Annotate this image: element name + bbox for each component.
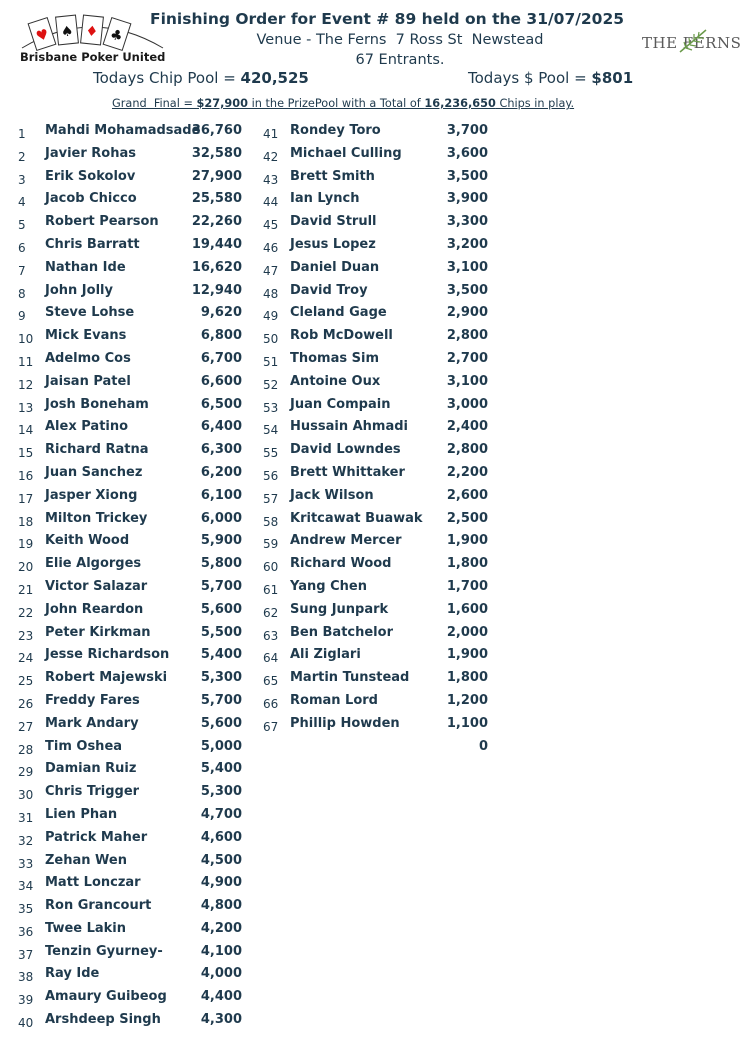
result-row [0,623,260,646]
player-name: John Jolly [45,282,113,298]
player-chips: 5,600 [200,601,242,617]
result-row [0,212,260,235]
player-name: Josh Boneham [45,396,149,412]
player-chips: 4,500 [200,852,242,868]
player-rank: 63 [263,628,279,643]
player-chips: 2,900 [446,305,488,321]
player-name: Daniel Duan [290,259,380,275]
player-rank: 34 [18,879,34,894]
svg-text:♥: ♥ [34,26,52,46]
player-name: David Troy [290,282,368,298]
player-name: John Reardon [45,601,144,617]
player-rank: 54 [263,423,279,438]
dollar-pool [468,69,633,87]
player-chips: 1,700 [446,578,488,594]
player-rank: 22 [18,605,34,620]
player-chips: 2,200 [446,464,488,480]
player-name: Jesus Lopez [290,236,376,252]
player-name: Robert Majewski [45,670,168,686]
player-chips: 6,400 [200,419,242,435]
player-name: Ben Batchelor [290,624,393,640]
player-chips: 2,700 [446,350,488,366]
result-row [260,486,500,509]
player-name: Twee Lakin [45,920,127,936]
result-row [0,964,260,987]
player-rank: 14 [18,423,34,438]
player-name: Robert Pearson [45,214,159,230]
player-name: Hussain Ahmadi [290,419,409,435]
player-rank: 60 [263,560,279,575]
result-row [260,212,500,235]
player-chips: 5,400 [200,761,242,777]
result-row [0,759,260,782]
result-row [260,600,500,623]
logo-text: Brisbane Poker United [20,50,166,64]
player-chips: 6,100 [200,487,242,503]
player-chips: 1,600 [446,601,488,617]
player-chips: 5,700 [200,692,242,708]
result-row [0,600,260,623]
player-name: Alex Patino [45,419,129,435]
result-row [260,372,500,395]
player-rank: 11 [18,354,34,369]
result-row [0,942,260,965]
result-row [260,281,500,304]
player-rank: 31 [18,810,34,825]
player-chips: 19,440 [191,236,242,252]
player-chips: 1,100 [446,715,488,731]
player-chips: 1,900 [446,647,488,663]
player-rank: 1 [18,127,26,141]
player-rank: 57 [263,491,279,506]
player-name: Jesse Richardson [45,647,170,663]
player-chips: 3,100 [446,373,488,389]
player-chips: 5,600 [200,715,242,731]
player-rank: 44 [263,195,279,210]
player-name: Thomas Sim [290,350,380,366]
result-row [0,987,260,1010]
player-chips: 5,700 [200,578,242,594]
player-name: Roman Lord [290,692,378,708]
brisbane-poker-united-logo [20,12,165,67]
player-chips: 5,300 [200,670,242,686]
dollar-pool-value: $801 [591,69,634,87]
result-row [0,691,260,714]
result-row [0,440,260,463]
player-rank: 29 [18,765,34,780]
player-chips: 3,500 [446,168,488,184]
player-name: Nathan Ide [45,259,126,275]
fern-leaf-icon [678,28,708,54]
player-rank: 10 [18,332,34,347]
player-chips: 3,300 [446,214,488,230]
player-rank: 17 [18,491,34,506]
result-row [260,554,500,577]
result-row [0,463,260,486]
player-name: Ron Grancourt [45,898,152,914]
the-ferns-logo [640,28,740,56]
player-chips: 6,800 [200,328,242,344]
player-rank: 6 [18,240,26,255]
result-row [0,805,260,828]
result-row [260,395,500,418]
player-name: David Lowndes [290,442,401,458]
result-row [260,189,500,212]
result-row [260,737,500,760]
player-chips: 6,300 [200,442,242,458]
result-row [260,167,500,190]
grand-final-chips: 16,236,650 [424,97,496,110]
player-name: Ray Ide [45,966,100,982]
player-chips: 1,800 [446,670,488,686]
player-chips: 4,200 [200,920,242,936]
player-rank: 51 [263,354,279,369]
player-chips: 5,500 [200,624,242,640]
player-rank: 33 [18,856,34,871]
result-row [260,440,500,463]
result-row [260,121,500,144]
result-row [0,281,260,304]
player-rank: 21 [18,582,34,597]
player-name: Jaisan Patel [45,373,131,389]
result-row [0,737,260,760]
player-name: Lien Phan [45,806,118,822]
player-name: Chris Trigger [45,784,140,800]
player-rank: 40 [18,1016,34,1031]
player-rank: 38 [18,970,34,985]
player-rank: 28 [18,742,34,757]
player-name: Arshdeep Singh [45,1012,161,1028]
player-name: Phillip Howden [290,715,400,731]
player-name: Rondey Toro [290,123,381,138]
player-name: Richard Ratna [45,442,149,458]
result-row [0,1010,260,1033]
player-name: Freddy Fares [45,692,140,708]
results-column-right [260,121,500,759]
player-name: Juan Sanchez [45,464,143,480]
grand-final-mid: in the PrizePool with a Total of [248,97,425,110]
result-row [260,645,500,668]
player-chips: 3,000 [446,396,488,412]
result-row [0,326,260,349]
player-rank: 23 [18,628,34,643]
player-rank: 16 [18,468,34,483]
player-rank: 30 [18,788,34,803]
player-name: Steve Lohse [45,305,135,321]
player-rank: 20 [18,560,34,575]
player-chips: 5,000 [200,738,242,754]
result-row [0,417,260,440]
grand-final-line [112,97,574,110]
player-rank: 37 [18,947,34,962]
player-name: Mark Andary [45,715,139,731]
result-row [0,235,260,258]
player-rank: 12 [18,377,34,392]
player-chips: 6,700 [200,350,242,366]
result-row [260,235,500,258]
player-chips: 3,100 [446,259,488,275]
result-row [0,258,260,281]
player-chips: 5,800 [200,556,242,572]
result-row [0,668,260,691]
player-name: Javier Rohas [45,145,136,161]
result-row [0,395,260,418]
player-name: Michael Culling [290,145,402,161]
grand-final-suffix: Chips in play. [495,97,575,110]
player-chips: 3,700 [446,123,488,138]
player-rank: 47 [263,263,279,278]
player-chips: 1,800 [446,556,488,572]
player-rank: 59 [263,537,279,552]
player-rank: 9 [18,309,26,324]
player-rank: 65 [263,674,279,689]
result-row [260,691,500,714]
player-name: Elie Algorges [45,556,142,572]
the-ferns-logo-text: THE FERNS [642,34,742,52]
player-name: Jasper Xiong [45,487,138,503]
svg-text:♦: ♦ [84,23,99,41]
result-row [0,486,260,509]
chip-pool-label: Todays Chip Pool = [93,69,241,87]
player-name: Amaury Guibeog [45,989,167,1005]
player-chips: 5,300 [200,784,242,800]
player-name: Keith Wood [45,533,130,549]
player-chips: 3,200 [446,236,488,252]
player-rank: 19 [18,537,34,552]
player-name: Ali Ziglari [290,647,361,663]
result-row [260,144,500,167]
player-chips: 2,800 [446,328,488,344]
player-chips: 0 [478,738,488,754]
result-row [0,896,260,919]
player-name: Jacob Chicco [45,191,137,207]
result-row [260,623,500,646]
result-row [260,577,500,600]
player-chips: 22,260 [191,214,242,230]
player-rank: 43 [263,172,279,187]
result-row [0,372,260,395]
player-rank: 58 [263,514,279,529]
player-rank: 18 [18,514,34,529]
result-row [0,144,260,167]
result-row [260,326,500,349]
player-chips: 25,580 [191,191,242,207]
result-row [0,851,260,874]
player-chips: 1,200 [446,692,488,708]
player-rank: 26 [18,696,34,711]
result-row [0,167,260,190]
player-name: Ian Lynch [290,191,360,207]
player-rank: 5 [18,218,26,233]
player-chips: 2,400 [446,419,488,435]
player-name: Kritcawat Buawak [290,510,423,526]
player-rank: 66 [263,696,279,711]
player-chips: 16,620 [191,259,242,275]
player-name: Erik Sokolov [45,168,136,184]
player-name: Cleland Gage [290,305,387,321]
player-name: Tenzin Gyurney- [45,943,163,959]
player-rank: 50 [263,332,279,347]
player-rank: 35 [18,902,34,917]
playing-cards-icon [20,12,165,52]
result-row [0,828,260,851]
player-rank: 62 [263,605,279,620]
player-name: Mick Evans [45,328,127,344]
player-rank: 52 [263,377,279,392]
result-row [0,577,260,600]
player-rank: 56 [263,468,279,483]
result-row [260,531,500,554]
player-rank: 39 [18,993,34,1008]
player-chips: 2,800 [446,442,488,458]
player-rank: 61 [263,582,279,597]
player-rank: 13 [18,400,34,415]
player-chips: 3,900 [446,191,488,207]
entrants-count: 67 Entrants. [355,52,445,68]
venue-line: Venue - The Ferns 7 Ross St Newstead [256,32,544,48]
result-row [260,349,500,372]
grand-final-prefix: Grand Final = [112,97,197,110]
player-rank: 8 [18,286,26,301]
player-rank: 48 [263,286,279,301]
result-row [260,417,500,440]
result-row [260,463,500,486]
player-rank: 49 [263,309,279,324]
player-name: Tim Oshea [45,738,123,754]
player-rank: 3 [18,172,26,187]
player-rank: 67 [263,719,279,734]
player-chips: 2,000 [446,624,488,640]
player-name: Richard Wood [290,556,392,572]
result-row [260,714,500,737]
player-chips: 32,580 [191,145,242,161]
grand-final-amount: $27,900 [196,97,248,110]
player-rank: 55 [263,446,279,461]
player-rank: 53 [263,400,279,415]
player-chips: 4,000 [200,966,242,982]
chip-pool [93,69,309,87]
player-name: Andrew Mercer [290,533,402,549]
player-chips: 6,500 [200,396,242,412]
player-chips: 3,600 [446,145,488,161]
player-name: Martin Tunstead [290,670,410,686]
player-name: Brett Smith [290,168,375,184]
result-row [260,303,500,326]
player-rank: 24 [18,651,34,666]
player-chips: 4,700 [200,806,242,822]
player-chips: 12,940 [191,282,242,298]
player-rank: 7 [18,263,26,278]
player-name: Milton Trickey [45,510,148,526]
result-row [0,531,260,554]
svg-text:♠: ♠ [60,23,75,41]
player-name: David Strull [290,214,377,230]
player-rank: 45 [263,218,279,233]
player-name: Sung Junpark [290,601,389,617]
player-chips: 36,760 [191,123,242,138]
player-chips: 4,300 [200,1012,242,1028]
player-name: Yang Chen [290,578,367,594]
result-row [0,121,260,144]
player-chips: 2,500 [446,510,488,526]
player-name: Zehan Wen [45,852,127,868]
player-chips: 9,620 [200,305,242,321]
result-row [0,554,260,577]
player-chips: 1,900 [446,533,488,549]
player-rank: 32 [18,833,34,848]
player-name: Antoine Oux [290,373,381,389]
player-chips: 6,600 [200,373,242,389]
player-rank: 27 [18,719,34,734]
result-row [0,349,260,372]
player-name: Adelmo Cos [45,350,131,366]
player-chips: 6,200 [200,464,242,480]
player-name: Mahdi Mohamadsade [45,123,201,138]
player-chips: 4,900 [200,875,242,891]
player-chips: 6,000 [200,510,242,526]
player-name: Brett Whittaker [290,464,405,480]
result-row [0,714,260,737]
player-chips: 4,400 [200,989,242,1005]
player-rank: 64 [263,651,279,666]
player-name: Chris Barratt [45,236,140,252]
player-chips: 4,100 [200,943,242,959]
player-chips: 27,900 [191,168,242,184]
player-rank: 25 [18,674,34,689]
player-chips: 3,500 [446,282,488,298]
player-name: Jack Wilson [290,487,374,503]
result-row [0,303,260,326]
player-name: Rob McDowell [290,328,393,344]
player-rank: 4 [18,195,26,210]
player-chips: 4,600 [200,829,242,845]
player-rank: 42 [263,149,279,164]
player-chips: 2,600 [446,487,488,503]
player-chips: 5,900 [200,533,242,549]
player-name: Juan Compain [290,396,391,412]
result-row [0,782,260,805]
player-name: Peter Kirkman [45,624,151,640]
player-chips: 5,400 [200,647,242,663]
player-rank: 2 [18,149,26,164]
player-name: Matt Lonczar [45,875,141,891]
player-rank: 41 [263,127,279,141]
player-name: Patrick Maher [45,829,148,845]
result-row [260,509,500,532]
result-row [260,668,500,691]
player-chips: 4,800 [200,898,242,914]
player-name: Victor Salazar [45,578,148,594]
player-rank: 36 [18,924,34,939]
result-row [0,189,260,212]
page-title: Finishing Order for Event # 89 held on the 31/07/2025 [150,10,625,28]
dollar-pool-label: Todays $ Pool = [468,69,592,87]
result-row [0,873,260,896]
result-row [0,919,260,942]
result-row [260,258,500,281]
svg-text:♣: ♣ [107,26,125,46]
player-rank: 15 [18,446,34,461]
results-column-left [0,121,260,1033]
player-name: Damian Ruiz [45,761,137,777]
result-row [0,509,260,532]
player-rank: 46 [263,240,279,255]
chip-pool-value: 420,525 [240,69,309,87]
result-row [0,645,260,668]
